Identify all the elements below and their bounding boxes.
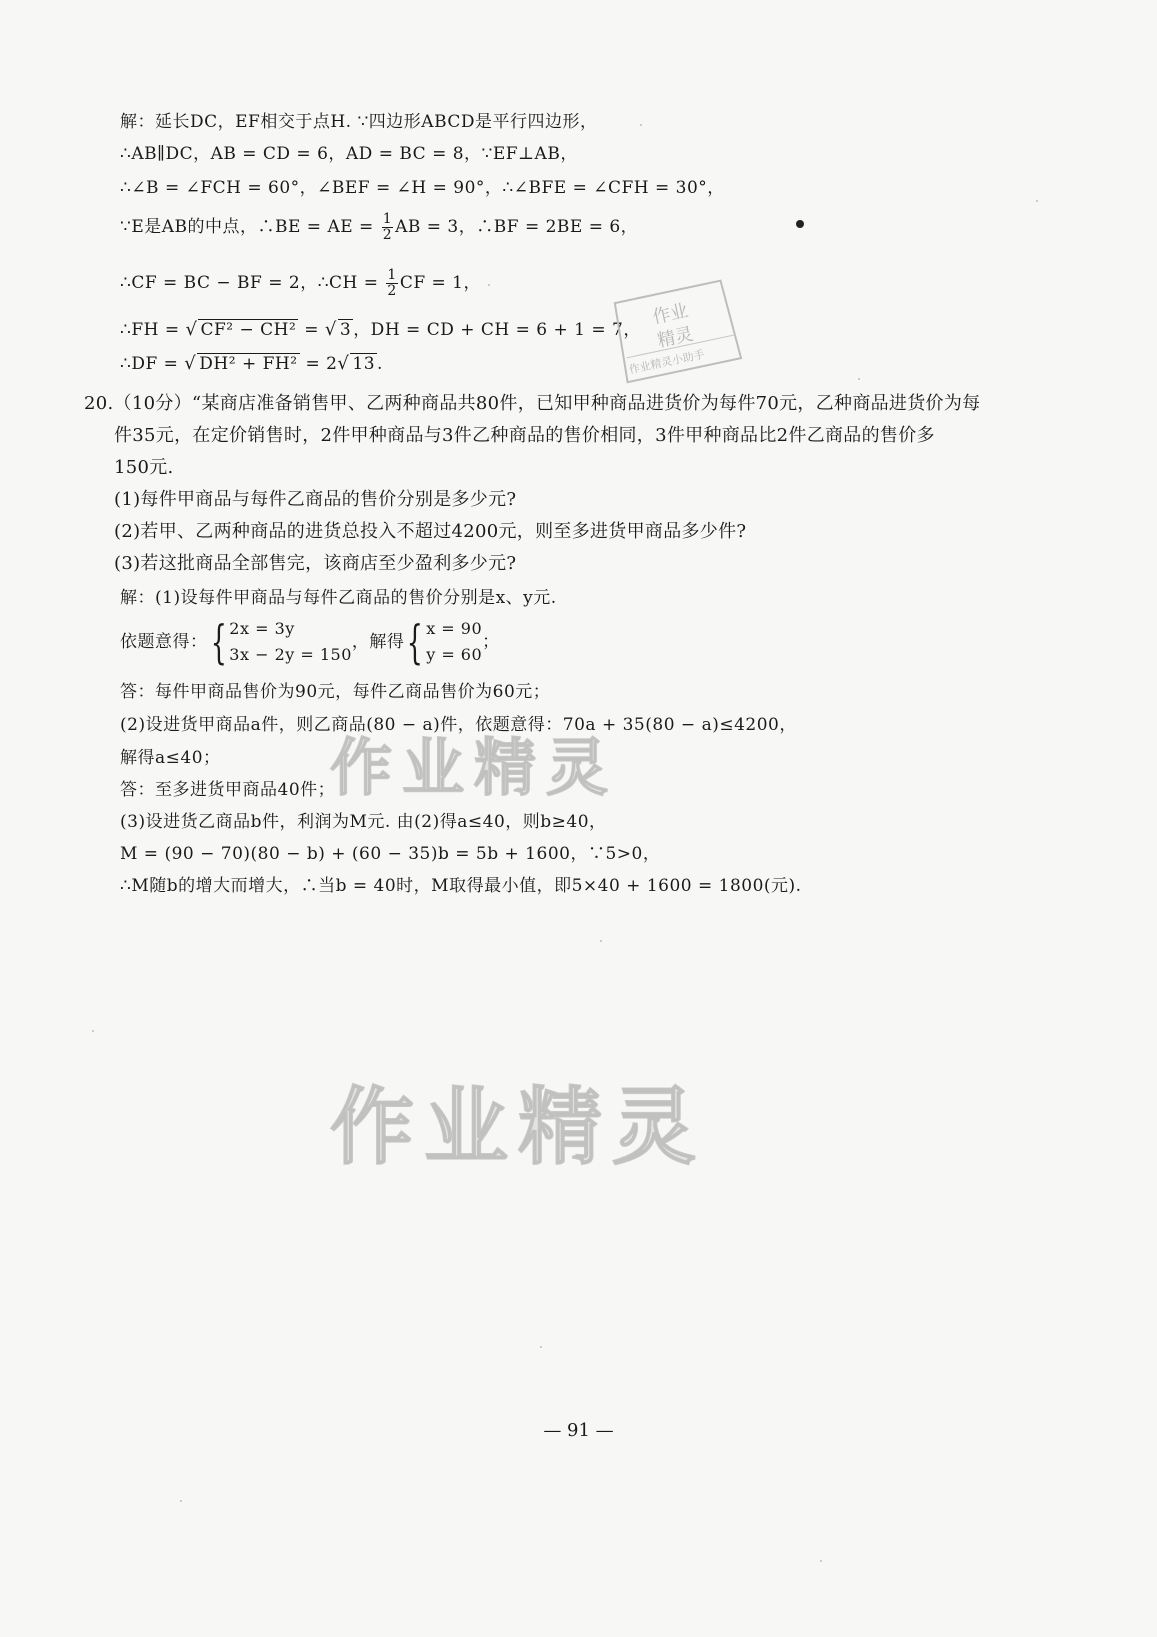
left-brace-icon: { bbox=[407, 615, 424, 669]
s2-pre: 依题意得： bbox=[120, 632, 208, 652]
solution20-line-6: 答：至多进货甲商品40件； bbox=[120, 780, 336, 800]
solution20-system bbox=[120, 616, 500, 668]
question20-line-3: 150元. bbox=[114, 457, 174, 478]
s2-mid: ，解得 bbox=[351, 632, 405, 652]
solution20-line-4: (2)设进货甲商品a件，则乙商品(80 − a)件，依题意得：70a + 35(80 − a)≤4200， bbox=[120, 715, 797, 735]
solution19-line-6 bbox=[120, 318, 641, 342]
speck bbox=[820, 1560, 822, 1562]
solution-1: x = 90 bbox=[426, 619, 483, 638]
speck bbox=[1036, 200, 1038, 202]
solution19-line-3: ∴∠B = ∠FCH = 60°，∠BEF = ∠H = 90°，∴∠BFE = ∠CFH = 30°， bbox=[120, 178, 725, 198]
solution20-line-7: (3)设进货乙商品b件，利润为M元. 由(2)得a≤40，则b≥40， bbox=[120, 812, 607, 832]
speck bbox=[640, 124, 642, 126]
l5-post: CF = 1， bbox=[399, 273, 481, 293]
speck bbox=[600, 940, 602, 942]
l6-post: ，DH = CD + CH = 6 + 1 = 7， bbox=[353, 320, 641, 340]
speck bbox=[180, 1500, 182, 1502]
stamp-text-3: 作业精灵小助手 bbox=[627, 347, 706, 377]
l4-post: AB = 3，∴BF = 2BE = 6， bbox=[395, 217, 639, 237]
l7-mid: = 2 bbox=[299, 354, 338, 374]
equation-system bbox=[208, 616, 352, 668]
equation-2: 3x − 2y = 150 bbox=[229, 645, 352, 664]
fraction bbox=[382, 212, 393, 243]
l4-pre: ∵E是AB的中点，∴BE = AE = bbox=[120, 217, 380, 237]
fraction-numerator: 1 bbox=[387, 267, 397, 283]
solution19-line-2: ∴AB∥DC，AB = CD = 6，AD = BC = 8，∵EF⊥AB， bbox=[120, 144, 578, 164]
question20-part-2: (2)若甲、乙两种商品的进货总投入不超过4200元，则至多进货甲商品多少件? bbox=[114, 521, 747, 542]
radical-sign-icon: √ bbox=[337, 353, 350, 374]
solution19-line-1: 解：延长DC，EF相交于点H. ∵四边形ABCD是平行四边形， bbox=[120, 112, 598, 132]
solution19-line-7 bbox=[120, 352, 383, 376]
radicand: CF² − CH² bbox=[200, 320, 297, 340]
watermark-mid: 作业精灵 bbox=[330, 731, 619, 804]
solution20-line-1: 解：(1)设每件甲商品与每件乙商品的售价分别是x、y元. bbox=[120, 588, 557, 608]
speck bbox=[92, 1030, 94, 1032]
radicand: 3 bbox=[339, 320, 352, 340]
equation-1: 2x = 3y bbox=[229, 619, 295, 638]
solution20-line-5: 解得a≤40； bbox=[120, 748, 221, 768]
l7-post: . bbox=[377, 354, 383, 374]
solution19-line-5 bbox=[120, 268, 481, 299]
question20-line-1: 20.（10分）“某商店准备销售甲、乙两种商品共80件，已知甲种商品进货价为每件70元，乙种商品进货价为每 bbox=[84, 393, 981, 414]
solution20-line-8: M = (90 − 70)(80 − b) + (60 − 35)b = 5b + 1600，∵5>0， bbox=[120, 844, 661, 864]
s2-post: ； bbox=[482, 632, 500, 652]
radical-sign-icon: √ bbox=[184, 353, 197, 374]
speck bbox=[858, 378, 860, 380]
fraction-denominator: 2 bbox=[387, 283, 397, 299]
speck bbox=[488, 284, 490, 286]
solution19-line-4 bbox=[120, 212, 638, 243]
solution-2: y = 60 bbox=[426, 645, 483, 664]
stamp-text-1: 作业 bbox=[650, 300, 691, 329]
left-brace-icon: { bbox=[210, 615, 227, 669]
l5-pre: ∴CF = BC − BF = 2，∴CH = bbox=[120, 273, 385, 293]
question20-part-3: (3)若这批商品全部售完，该商店至少盈利多少元? bbox=[114, 553, 517, 574]
stamp-text-2: 精灵 bbox=[655, 323, 696, 352]
radicand: DH² + FH² bbox=[199, 354, 298, 374]
solution-system bbox=[404, 616, 482, 668]
l6-mid: = bbox=[298, 320, 325, 340]
speck bbox=[540, 1346, 542, 1348]
page-number: — 91 — bbox=[543, 1420, 614, 1441]
l7-pre: ∴DF = bbox=[120, 354, 185, 374]
radical-sign-icon: √ bbox=[324, 319, 337, 340]
ink-dot bbox=[796, 220, 804, 228]
l6-pre: ∴FH = bbox=[120, 320, 186, 340]
watermark-lower: 作业精灵 bbox=[330, 1078, 707, 1176]
question20-part-1: (1)每件甲商品与每件乙商品的售价分别是多少元? bbox=[114, 489, 517, 510]
fraction-numerator: 1 bbox=[382, 211, 393, 227]
radical-sign-icon: √ bbox=[185, 319, 198, 340]
solution20-line-9: ∴M随b的增大而增大，∴当b = 40时，M取得最小值，即5×40 + 1600 = 1800(元). bbox=[120, 876, 802, 896]
solution20-line-3: 答：每件甲商品售价为90元，每件乙商品售价为60元； bbox=[120, 682, 551, 702]
stamp-logo bbox=[604, 273, 748, 390]
fraction bbox=[386, 268, 397, 299]
radicand: 13 bbox=[352, 354, 376, 374]
question20-line-2: 件35元，在定价销售时，2件甲种商品与3件乙种商品的售价相同，3件甲种商品比2件乙商品的售价多 bbox=[114, 425, 935, 446]
fraction-denominator: 2 bbox=[382, 227, 393, 243]
